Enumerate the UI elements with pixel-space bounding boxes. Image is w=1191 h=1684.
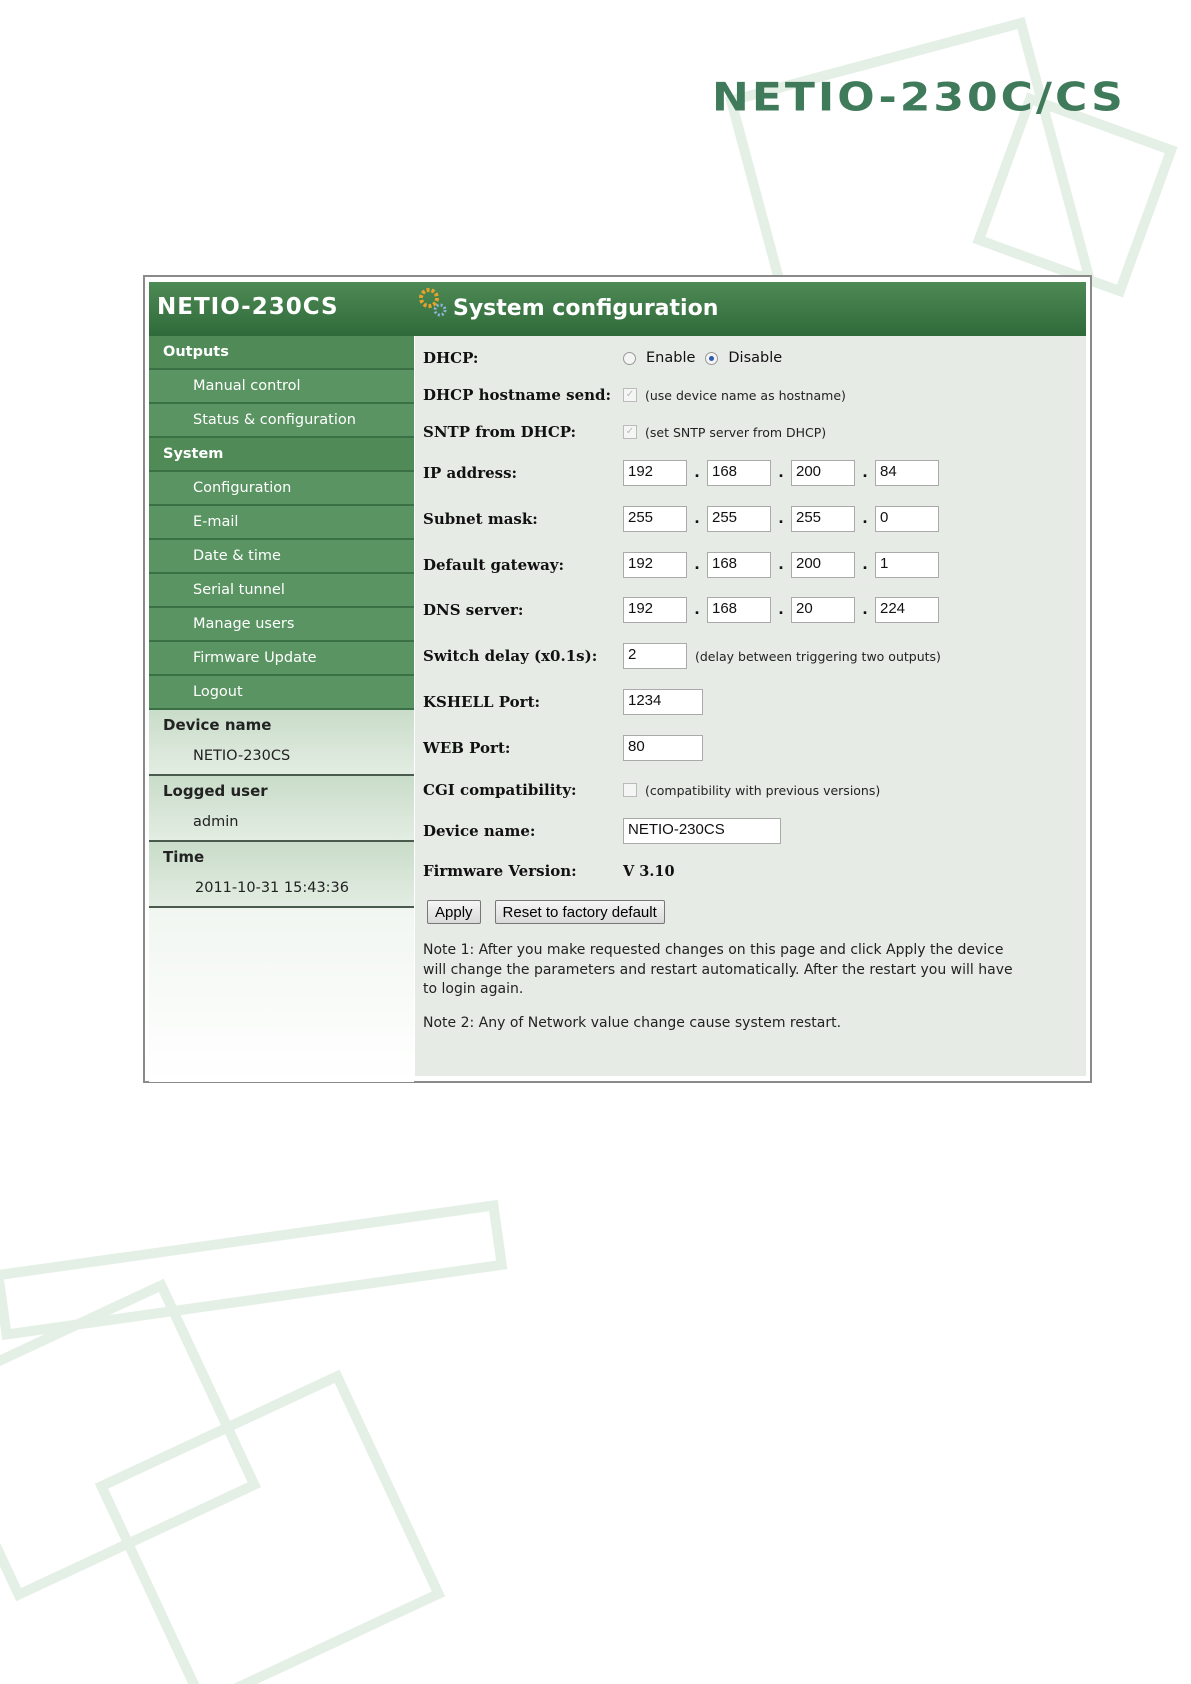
dhcp-enable-label: Enable — [646, 350, 696, 366]
device-name-info — [149, 710, 414, 776]
info-value: 2011-10-31 15:43:36 — [195, 880, 349, 896]
subnet-octet-3[interactable]: 255 — [791, 506, 855, 532]
subnet-octet-1[interactable]: 255 — [623, 506, 687, 532]
time-info — [149, 842, 414, 908]
dhcp-disable-radio[interactable] — [705, 352, 718, 365]
sidebar-item-manage-users[interactable]: Manage users — [149, 608, 414, 642]
dns-octet-3[interactable]: 20 — [791, 597, 855, 623]
device-name-input[interactable]: NETIO-230CS — [623, 818, 781, 844]
gear-icon — [417, 286, 451, 320]
dns-octet-2[interactable]: 168 — [707, 597, 771, 623]
dns-label: DNS server: — [423, 601, 524, 619]
dns-octet-4[interactable]: 224 — [875, 597, 939, 623]
logged-user-info — [149, 776, 414, 842]
web-port-label: WEB Port: — [423, 739, 511, 757]
device-name-label: Device name: — [423, 822, 536, 840]
apply-button[interactable]: Apply — [427, 900, 481, 924]
info-heading: Time — [163, 848, 205, 866]
ip-octet-1[interactable]: 192 — [623, 460, 687, 486]
sidebar-item-date-time[interactable]: Date & time — [149, 540, 414, 574]
switch-delay-hint: (delay between triggering two outputs) — [695, 648, 941, 664]
gateway-octet-4[interactable]: 1 — [875, 552, 939, 578]
subnet-octet-4[interactable]: 0 — [875, 506, 939, 532]
cgi-label: CGI compatibility: — [423, 781, 577, 799]
dhcp-enable-radio[interactable] — [623, 352, 636, 365]
sidebar-item-manual-control[interactable]: Manual control — [149, 370, 414, 404]
kshell-port-input[interactable]: 1234 — [623, 689, 703, 715]
cgi-hint: (compatibility with previous versions) — [645, 782, 881, 798]
dhcp-label: DHCP: — [423, 349, 479, 367]
sntp-hint: (set SNTP server from DHCP) — [645, 424, 827, 440]
ip-label: IP address: — [423, 464, 518, 482]
gateway-octet-1[interactable]: 192 — [623, 552, 687, 578]
kshell-label: KSHELL Port: — [423, 693, 541, 711]
gateway-octet-3[interactable]: 200 — [791, 552, 855, 578]
subnet-label: Subnet mask: — [423, 510, 538, 528]
gateway-octet-2[interactable]: 168 — [707, 552, 771, 578]
info-heading: Logged user — [163, 782, 268, 800]
switch-delay-input[interactable]: 2 — [623, 643, 687, 669]
sidebar-item-configuration[interactable]: Configuration — [149, 472, 414, 506]
ip-octet-3[interactable]: 200 — [791, 460, 855, 486]
gateway-label: Default gateway: — [423, 556, 565, 574]
sidebar-item-serial-tunnel[interactable]: Serial tunnel — [149, 574, 414, 608]
subnet-octet-2[interactable]: 255 — [707, 506, 771, 532]
ip-octet-4[interactable]: 84 — [875, 460, 939, 486]
button-row — [427, 900, 679, 924]
cgi-checkbox[interactable] — [623, 783, 637, 797]
info-value: NETIO-230CS — [193, 748, 291, 764]
sntp-label: SNTP from DHCP: — [423, 423, 577, 441]
page-header — [149, 282, 1086, 336]
sidebar-section-outputs[interactable]: Outputs — [149, 336, 414, 370]
sidebar-item-firmware-update[interactable]: Firmware Update — [149, 642, 414, 676]
switch-delay-label: Switch delay (x0.1s): — [423, 647, 598, 665]
ip-octet-2[interactable]: 168 — [707, 460, 771, 486]
hostname-hint: (use device name as hostname) — [645, 387, 846, 403]
page-title: System configuration — [453, 296, 719, 321]
firmware-version: V 3.10 — [623, 862, 675, 880]
note-1: Note 1: After you make requested changes on this page and click Apply the device will change the parameters and restart automatically. After the restart you will have to login again. — [423, 942, 1013, 997]
sidebar — [149, 336, 414, 1082]
dhcp-disable-label: Disable — [728, 350, 783, 366]
sidebar-item-email[interactable]: E-mail — [149, 506, 414, 540]
app-logo: NETIO-230CS — [157, 294, 339, 320]
dns-octet-1[interactable]: 192 — [623, 597, 687, 623]
config-form: DHCP: Enable Disable DHCP hostname send: ✓ (use device name as hostname) SNTP from DHCP: ✓ (set SNTP server from DHCP) IP address: 192 . 168 . 200 . 84 Subnet mask: 255 . 255 . 255 . 0 Default gateway: 192 . 168 . 200 . 1 DNS server: 192 . 168 . 20 . 224 Switch delay (x0.1s): 2 (delay between triggering two outputs) KSHELL Port: 1234 WEB Port: 80 CGI compatibility: (compatibility with previous versions) Device name: NETIO-230CS Firmware Version: V 3.10 Apply Reset to factory default Note 1: After you make requested changes on this page and click Apply the device will change the parameters and restart automatically. After the restart you will have to login again. Note 2: Any of Network value change cause system restart. — [415, 336, 1086, 1076]
sntp-checkbox[interactable]: ✓ — [623, 425, 637, 439]
note-2: Note 2: Any of Network value change cause system restart. — [423, 1015, 842, 1031]
brand-logo: NETIO-230C/CS — [712, 74, 1126, 121]
hostname-checkbox[interactable]: ✓ — [623, 388, 637, 402]
firmware-label: Firmware Version: — [423, 862, 577, 880]
hostname-label: DHCP hostname send: — [423, 386, 612, 404]
sidebar-item-status-configuration[interactable]: Status & configuration — [149, 404, 414, 438]
info-heading: Device name — [163, 716, 272, 734]
info-value: admin — [193, 814, 239, 830]
sidebar-section-system[interactable]: System — [149, 438, 414, 472]
sidebar-item-logout[interactable]: Logout — [149, 676, 414, 710]
reset-factory-button[interactable]: Reset to factory default — [495, 900, 665, 924]
web-port-input[interactable]: 80 — [623, 735, 703, 761]
